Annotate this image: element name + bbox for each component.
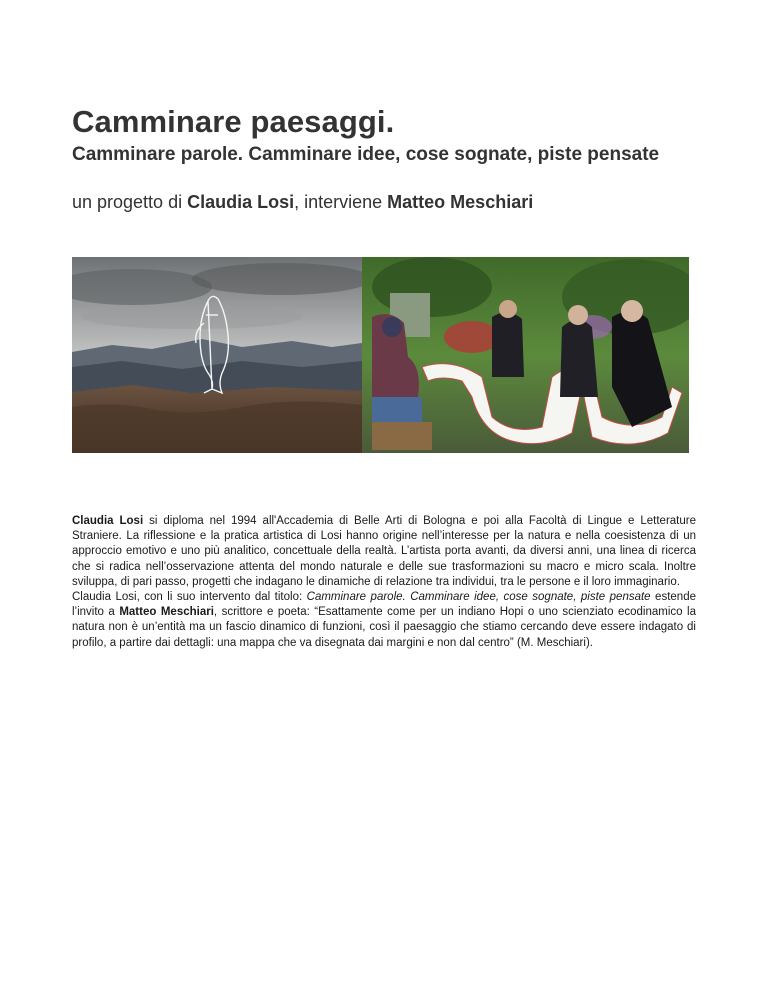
photo-strip xyxy=(72,257,689,453)
body-text xyxy=(72,514,696,651)
paragraph-bio xyxy=(72,514,696,590)
talk-lead: Claudia Losi, con li suo intervento dal titolo: xyxy=(72,591,307,604)
talk-quote: , scrittore e poeta: “Esattamente come per un indiano Hopi o uno scienziato ecodinamico la natura non è un’entità ma un fascio dinamico di funzioni, così il paesaggio che stiamo cercando deve essere indagato di profilo, a partire dai dettagli: una mappa che va disegnata dai margini e non dal centro” (M. Meschiari). xyxy=(72,606,696,649)
credits-line xyxy=(72,192,533,213)
page-subtitle: Camminare parole. Camminare idee, cose sognate, piste pensate xyxy=(72,144,660,165)
bio-text: si diploma nel 1994 all'Accademia di Belle Arti di Bologna e poi alla Facoltà di Lingue e Letterature Straniere. La riflessione e la pratica artistica di Losi hanno origine nell’interesse per la natura e nella coesistenza di un approccio emotivo e uno più analitico, concettuale della realtà. L’artista porta avanti, da diversi anni, una linea di ricerca che si radica nell’osservazione attenta del mondo naturale e delle sue trasformazioni su macro e micro scala. Inoltre sviluppa, di pari passo, progetti che indagano le dinamiche di relazione tra individui, tra le persone e il loro immaginario. xyxy=(72,515,696,588)
paragraph-talk xyxy=(72,590,696,651)
bio-name: Claudia Losi xyxy=(72,515,144,527)
landscape-photo xyxy=(72,257,372,453)
page-title: Camminare paesaggi. xyxy=(72,104,395,139)
talk-title: Camminare parole. Camminare idee, cose sognate, piste pensate xyxy=(306,591,651,604)
credits-guest: Matteo Meschiari xyxy=(387,192,534,212)
credits-middle: , interviene xyxy=(294,192,388,212)
credits-prefix: un progetto di xyxy=(72,192,188,212)
sewing-photo xyxy=(362,257,689,453)
talk-guest: Matteo Meschiari xyxy=(119,606,214,619)
talk-mid: estende l’invito a xyxy=(72,591,696,619)
credits-author: Claudia Losi xyxy=(187,192,295,212)
